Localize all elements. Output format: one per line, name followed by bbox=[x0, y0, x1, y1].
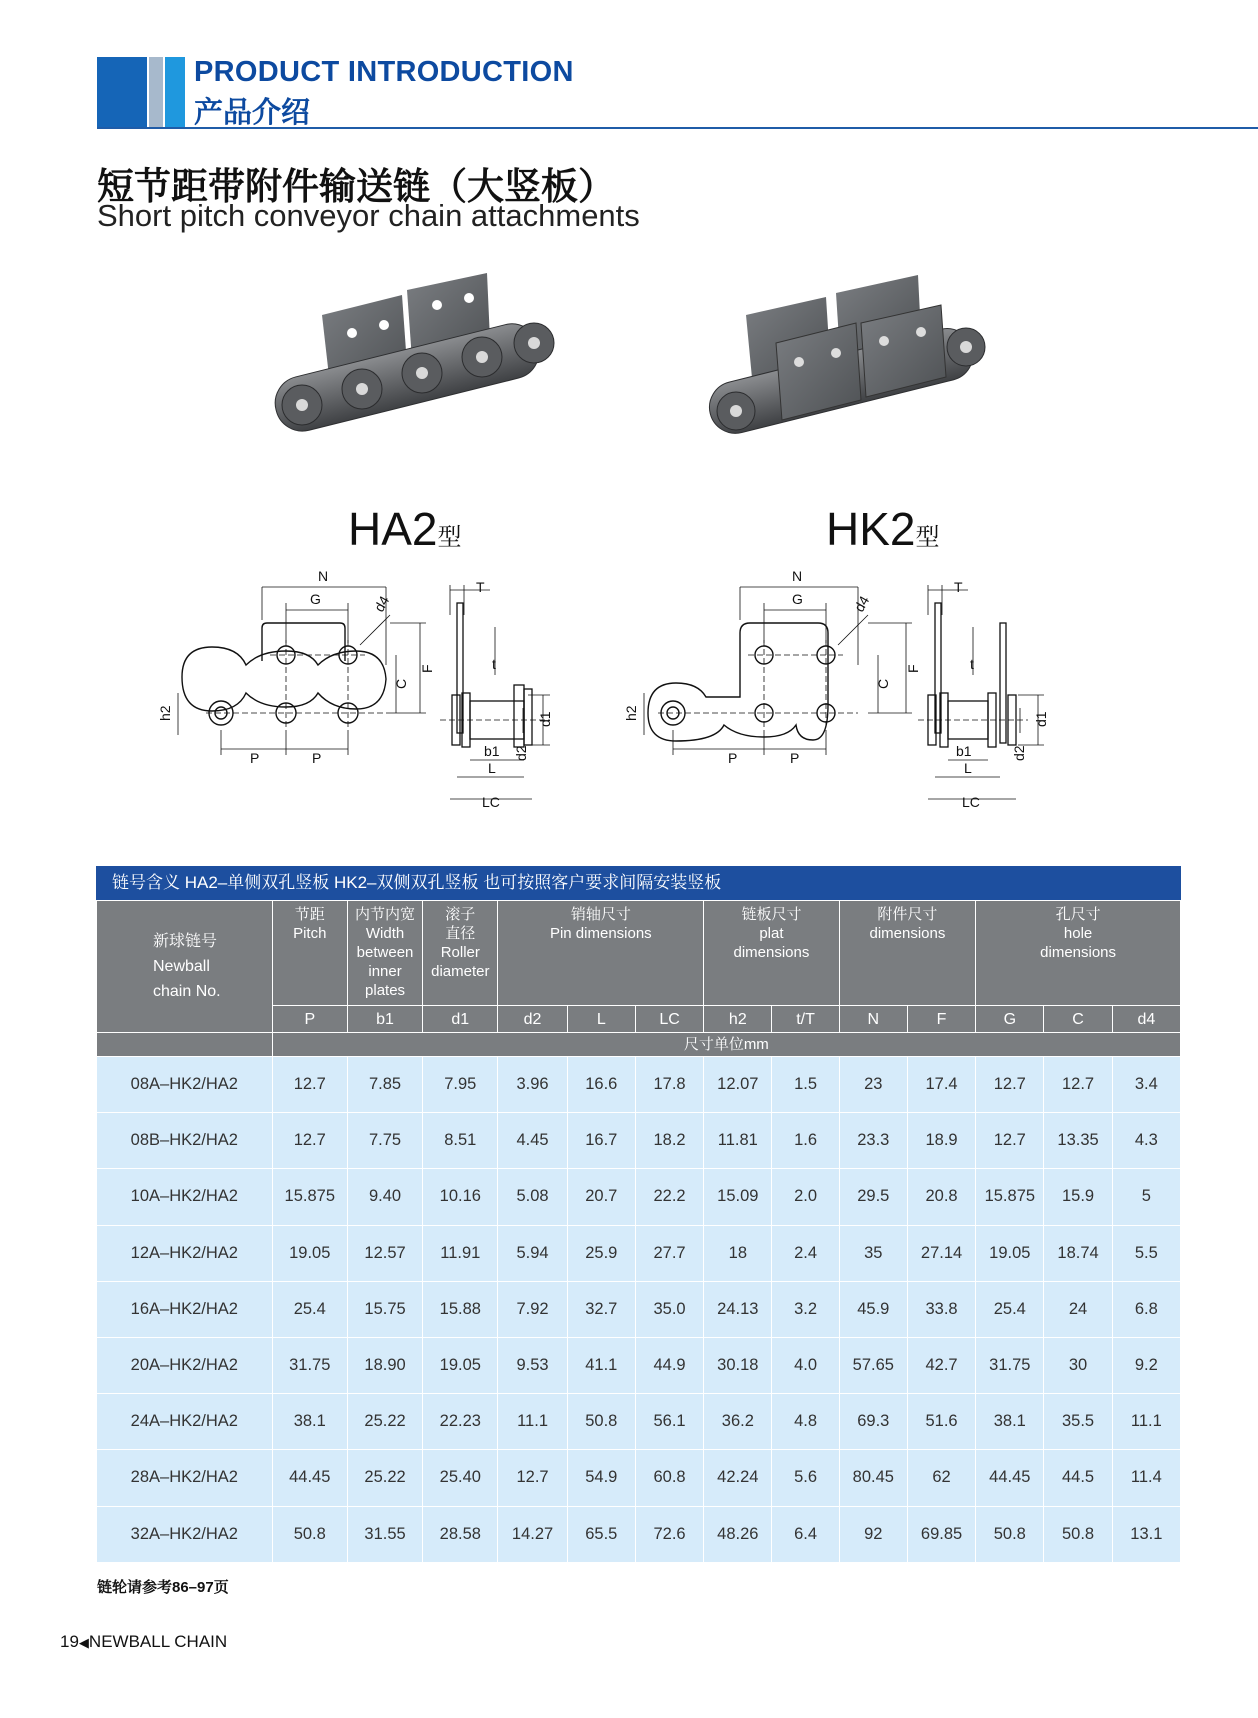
symbol-header: C bbox=[1044, 1006, 1112, 1033]
value-cell: 18 bbox=[704, 1225, 772, 1281]
ha2-chain-photo bbox=[262, 265, 572, 445]
table-row bbox=[97, 1169, 1181, 1225]
page-title-cn: 短节距带附件输送链（大竖板） bbox=[97, 166, 615, 207]
symbol-header: LC bbox=[635, 1006, 703, 1033]
value-cell: 9.2 bbox=[1112, 1337, 1180, 1393]
value-cell: 12.7 bbox=[976, 1057, 1044, 1113]
label-P-1: P bbox=[250, 750, 260, 766]
header-roller-en-2: diameter bbox=[431, 963, 490, 980]
chain-no-cell: 20A–HK2/HA2 bbox=[97, 1337, 273, 1393]
symbol-header: d4 bbox=[1112, 1006, 1180, 1033]
value-cell: 62 bbox=[907, 1450, 975, 1506]
label-T: T bbox=[476, 579, 485, 595]
symbol-header: L bbox=[567, 1006, 635, 1033]
value-cell: 30 bbox=[1044, 1337, 1112, 1393]
value-cell: 41.1 bbox=[567, 1337, 635, 1393]
table-row bbox=[97, 1337, 1181, 1393]
value-cell: 22.2 bbox=[635, 1169, 703, 1225]
label-N: N bbox=[318, 568, 329, 584]
value-cell: 12.7 bbox=[272, 1057, 347, 1113]
header-plate-en-1: plat bbox=[759, 925, 784, 942]
label-P-hk2-1: P bbox=[728, 750, 738, 766]
specification-table bbox=[96, 900, 1181, 1563]
symbol-header: d1 bbox=[423, 1006, 498, 1033]
value-cell: 69.85 bbox=[907, 1506, 975, 1562]
label-P-2: P bbox=[312, 750, 322, 766]
value-cell: 31.75 bbox=[976, 1337, 1044, 1393]
table-row bbox=[97, 1394, 1181, 1450]
value-cell: 6.4 bbox=[772, 1506, 839, 1562]
header-hole-en-1: hole bbox=[1063, 925, 1093, 942]
value-cell: 44.45 bbox=[976, 1450, 1044, 1506]
value-cell: 15.875 bbox=[976, 1169, 1044, 1225]
value-cell: 1.5 bbox=[772, 1057, 839, 1113]
value-cell: 45.9 bbox=[839, 1281, 907, 1337]
header-roller-cn-1: 滚子 bbox=[445, 906, 476, 923]
type-name-ha2: HA2 bbox=[348, 503, 438, 555]
value-cell: 4.0 bbox=[772, 1337, 839, 1393]
value-cell: 9.53 bbox=[498, 1337, 567, 1393]
label-h2: h2 bbox=[157, 705, 173, 721]
header-chain-line-1: 新球链号 bbox=[153, 933, 218, 950]
header-attachment-en: dimensions bbox=[869, 925, 946, 942]
value-cell: 22.23 bbox=[423, 1394, 498, 1450]
table-row bbox=[97, 1057, 1181, 1113]
sprocket-reference-note: 链轮请参考86–97页 bbox=[97, 1579, 229, 1596]
value-cell: 48.26 bbox=[704, 1506, 772, 1562]
value-cell: 7.75 bbox=[347, 1113, 422, 1169]
header-accent-bar-light bbox=[165, 57, 185, 129]
value-cell: 6.8 bbox=[1112, 1281, 1180, 1337]
label-F: F bbox=[419, 664, 435, 673]
value-cell: 9.40 bbox=[347, 1169, 422, 1225]
label-LC: LC bbox=[482, 794, 500, 810]
value-cell: 18.74 bbox=[1044, 1225, 1112, 1281]
label-d2-hk2: d2 bbox=[1011, 745, 1027, 761]
value-cell: 38.1 bbox=[976, 1394, 1044, 1450]
chain-no-cell: 10A–HK2/HA2 bbox=[97, 1169, 273, 1225]
chain-no-cell: 16A–HK2/HA2 bbox=[97, 1281, 273, 1337]
value-cell: 7.85 bbox=[347, 1057, 422, 1113]
header-width-en-4: plates bbox=[365, 982, 406, 999]
label-d1-hk2: d1 bbox=[1033, 711, 1049, 727]
label-L: L bbox=[488, 760, 496, 776]
value-cell: 19.05 bbox=[423, 1337, 498, 1393]
value-cell: 12.07 bbox=[704, 1057, 772, 1113]
value-cell: 44.5 bbox=[1044, 1450, 1112, 1506]
header-hole-en-2: dimensions bbox=[1040, 944, 1117, 961]
header-hole-cn: 孔尺寸 bbox=[1055, 906, 1101, 923]
symbol-header: F bbox=[907, 1006, 975, 1033]
label-t-hk2: t bbox=[970, 656, 974, 672]
header-pin bbox=[498, 901, 704, 1006]
value-cell: 2.4 bbox=[772, 1225, 839, 1281]
value-cell: 11.81 bbox=[704, 1113, 772, 1169]
symbol-header: N bbox=[839, 1006, 907, 1033]
symbol-header: h2 bbox=[704, 1006, 772, 1033]
value-cell: 15.88 bbox=[423, 1281, 498, 1337]
header-hole bbox=[976, 901, 1181, 1006]
value-cell: 12.7 bbox=[272, 1113, 347, 1169]
value-cell: 20.8 bbox=[907, 1169, 975, 1225]
value-cell: 80.45 bbox=[839, 1450, 907, 1506]
value-cell: 27.14 bbox=[907, 1225, 975, 1281]
value-cell: 12.7 bbox=[976, 1113, 1044, 1169]
value-cell: 12.7 bbox=[1044, 1057, 1112, 1113]
label-N-hk2: N bbox=[792, 568, 803, 584]
value-cell: 38.1 bbox=[272, 1394, 347, 1450]
chain-code-note: 链号含义 HA2–单侧双孔竖板 HK2–双侧双孔竖板 也可按照客户要求间隔安装竖板 bbox=[96, 866, 1181, 900]
value-cell: 19.05 bbox=[272, 1225, 347, 1281]
value-cell: 24 bbox=[1044, 1281, 1112, 1337]
value-cell: 11.1 bbox=[1112, 1394, 1180, 1450]
value-cell: 27.7 bbox=[635, 1225, 703, 1281]
value-cell: 24.13 bbox=[704, 1281, 772, 1337]
value-cell: 29.5 bbox=[839, 1169, 907, 1225]
value-cell: 30.18 bbox=[704, 1337, 772, 1393]
hk2-chain-photo bbox=[696, 265, 1006, 445]
value-cell: 1.6 bbox=[772, 1113, 839, 1169]
value-cell: 50.8 bbox=[976, 1506, 1044, 1562]
symbol-header: t/T bbox=[772, 1006, 839, 1033]
value-cell: 15.875 bbox=[272, 1169, 347, 1225]
header-accent-bar-gray bbox=[149, 57, 163, 129]
header-width bbox=[347, 901, 422, 1006]
table-row bbox=[97, 1281, 1181, 1337]
value-cell: 7.92 bbox=[498, 1281, 567, 1337]
page-number: 19 bbox=[60, 1632, 79, 1651]
table-row bbox=[97, 1225, 1181, 1281]
value-cell: 16.6 bbox=[567, 1057, 635, 1113]
value-cell: 3.96 bbox=[498, 1057, 567, 1113]
value-cell: 65.5 bbox=[567, 1506, 635, 1562]
value-cell: 31.55 bbox=[347, 1506, 422, 1562]
value-cell: 18.2 bbox=[635, 1113, 703, 1169]
value-cell: 10.16 bbox=[423, 1169, 498, 1225]
header-roller bbox=[423, 901, 498, 1006]
label-b1-hk2: b1 bbox=[956, 743, 972, 759]
value-cell: 35.5 bbox=[1044, 1394, 1112, 1450]
symbol-header: P bbox=[272, 1006, 347, 1033]
value-cell: 16.7 bbox=[567, 1113, 635, 1169]
chain-no-cell: 08B–HK2/HA2 bbox=[97, 1113, 273, 1169]
page-footer bbox=[60, 1632, 227, 1652]
label-G-hk2: G bbox=[792, 591, 803, 607]
value-cell: 35.0 bbox=[635, 1281, 703, 1337]
value-cell: 5.5 bbox=[1112, 1225, 1180, 1281]
symbol-header: G bbox=[976, 1006, 1044, 1033]
label-LC-hk2: LC bbox=[962, 794, 980, 810]
value-cell: 17.4 bbox=[907, 1057, 975, 1113]
value-cell: 50.8 bbox=[272, 1506, 347, 1562]
value-cell: 25.4 bbox=[976, 1281, 1044, 1337]
value-cell: 11.91 bbox=[423, 1225, 498, 1281]
value-cell: 25.22 bbox=[347, 1394, 422, 1450]
value-cell: 54.9 bbox=[567, 1450, 635, 1506]
symbol-header: d2 bbox=[498, 1006, 567, 1033]
header-chain-no bbox=[97, 901, 273, 1033]
value-cell: 7.95 bbox=[423, 1057, 498, 1113]
unit-label: 尺寸单位mm bbox=[272, 1033, 1180, 1057]
chain-no-cell: 24A–HK2/HA2 bbox=[97, 1394, 273, 1450]
value-cell: 60.8 bbox=[635, 1450, 703, 1506]
value-cell: 17.8 bbox=[635, 1057, 703, 1113]
header-chain-line-2: Newball bbox=[153, 958, 210, 975]
value-cell: 13.1 bbox=[1112, 1506, 1180, 1562]
value-cell: 20.7 bbox=[567, 1169, 635, 1225]
chain-no-cell: 08A–HK2/HA2 bbox=[97, 1057, 273, 1113]
value-cell: 31.75 bbox=[272, 1337, 347, 1393]
header-chain-spacer bbox=[97, 1033, 273, 1057]
value-cell: 57.65 bbox=[839, 1337, 907, 1393]
type-suffix-ha2: 型 bbox=[437, 524, 462, 551]
value-cell: 15.75 bbox=[347, 1281, 422, 1337]
header-plate-cn: 链板尺寸 bbox=[741, 906, 802, 923]
value-cell: 11.4 bbox=[1112, 1450, 1180, 1506]
label-L-hk2: L bbox=[964, 760, 972, 776]
value-cell: 18.90 bbox=[347, 1337, 422, 1393]
value-cell: 25.40 bbox=[423, 1450, 498, 1506]
header-pitch bbox=[272, 901, 347, 1006]
chain-no-cell: 28A–HK2/HA2 bbox=[97, 1450, 273, 1506]
value-cell: 50.8 bbox=[1044, 1506, 1112, 1562]
value-cell: 3.4 bbox=[1112, 1057, 1180, 1113]
chain-no-cell: 12A–HK2/HA2 bbox=[97, 1225, 273, 1281]
type-label-ha2 bbox=[348, 502, 461, 556]
type-label-hk2 bbox=[826, 502, 939, 556]
header-pitch-cn: 节距 bbox=[294, 906, 325, 923]
header-attachment-cn: 附件尺寸 bbox=[877, 906, 938, 923]
header-width-en-3: inner bbox=[368, 963, 402, 980]
header-chain-line-3: chain No. bbox=[153, 983, 221, 1000]
value-cell: 14.27 bbox=[498, 1506, 567, 1562]
header-width-cn: 内节内宽 bbox=[355, 906, 416, 923]
table-row bbox=[97, 1450, 1181, 1506]
value-cell: 8.51 bbox=[423, 1113, 498, 1169]
table-row bbox=[97, 1113, 1181, 1169]
label-d4-hk2: d4 bbox=[850, 593, 873, 615]
value-cell: 5.08 bbox=[498, 1169, 567, 1225]
header-pin-cn: 销轴尺寸 bbox=[570, 906, 631, 923]
value-cell: 25.9 bbox=[567, 1225, 635, 1281]
value-cell: 19.05 bbox=[976, 1225, 1044, 1281]
value-cell: 4.3 bbox=[1112, 1113, 1180, 1169]
value-cell: 42.24 bbox=[704, 1450, 772, 1506]
value-cell: 44.45 bbox=[272, 1450, 347, 1506]
label-d4: d4 bbox=[370, 593, 393, 615]
value-cell: 51.6 bbox=[907, 1394, 975, 1450]
label-h2-hk2: h2 bbox=[623, 705, 639, 721]
specification-table-section bbox=[96, 866, 1181, 1563]
value-cell: 36.2 bbox=[704, 1394, 772, 1450]
value-cell: 42.7 bbox=[907, 1337, 975, 1393]
value-cell: 35 bbox=[839, 1225, 907, 1281]
value-cell: 23.3 bbox=[839, 1113, 907, 1169]
value-cell: 4.8 bbox=[772, 1394, 839, 1450]
label-G: G bbox=[310, 591, 321, 607]
value-cell: 23 bbox=[839, 1057, 907, 1113]
header-accent-bar bbox=[97, 57, 147, 129]
type-name-hk2: HK2 bbox=[826, 503, 916, 555]
header-pin-en: Pin dimensions bbox=[549, 925, 652, 942]
page-title-en: Short pitch conveyor chain attachments bbox=[97, 198, 640, 233]
label-b1: b1 bbox=[484, 743, 500, 759]
label-F-hk2: F bbox=[905, 664, 921, 673]
value-cell: 92 bbox=[839, 1506, 907, 1562]
value-cell: 18.9 bbox=[907, 1113, 975, 1169]
label-d1: d1 bbox=[537, 711, 553, 727]
value-cell: 11.1 bbox=[498, 1394, 567, 1450]
value-cell: 13.35 bbox=[1044, 1113, 1112, 1169]
value-cell: 50.8 bbox=[567, 1394, 635, 1450]
value-cell: 5.94 bbox=[498, 1225, 567, 1281]
label-C: C bbox=[393, 678, 409, 689]
value-cell: 25.22 bbox=[347, 1450, 422, 1506]
footer-brand: NEWBALL CHAIN bbox=[88, 1632, 228, 1651]
type-suffix-hk2: 型 bbox=[915, 524, 940, 551]
value-cell: 3.2 bbox=[772, 1281, 839, 1337]
symbol-header: b1 bbox=[347, 1006, 422, 1033]
value-cell: 32.7 bbox=[567, 1281, 635, 1337]
table-row bbox=[97, 1506, 1181, 1562]
header-pitch-en: Pitch bbox=[293, 925, 327, 942]
ha2-dimension-diagram bbox=[150, 565, 620, 825]
header-roller-en-1: Roller bbox=[440, 944, 480, 961]
label-P-hk2-2: P bbox=[790, 750, 800, 766]
header-attachment bbox=[839, 901, 976, 1006]
arrow-left-icon: ◀ bbox=[78, 1635, 89, 1650]
value-cell: 72.6 bbox=[635, 1506, 703, 1562]
value-cell: 5.6 bbox=[772, 1450, 839, 1506]
value-cell: 12.7 bbox=[498, 1450, 567, 1506]
value-cell: 28.58 bbox=[423, 1506, 498, 1562]
header-plate-en-2: dimensions bbox=[733, 944, 810, 961]
value-cell: 44.9 bbox=[635, 1337, 703, 1393]
section-title-en: PRODUCT INTRODUCTION bbox=[194, 56, 574, 88]
value-cell: 12.57 bbox=[347, 1225, 422, 1281]
section-title-cn: 产品介绍 bbox=[194, 97, 311, 129]
value-cell: 15.9 bbox=[1044, 1169, 1112, 1225]
chain-no-cell: 32A–HK2/HA2 bbox=[97, 1506, 273, 1562]
label-t: t bbox=[492, 656, 496, 672]
header-roller-cn-2: 直径 bbox=[445, 925, 476, 942]
header-width-en-2: between bbox=[356, 944, 414, 961]
header-width-en-1: Width bbox=[365, 925, 405, 942]
value-cell: 56.1 bbox=[635, 1394, 703, 1450]
label-T-hk2: T bbox=[954, 579, 963, 595]
value-cell: 15.09 bbox=[704, 1169, 772, 1225]
hk2-dimension-diagram bbox=[623, 565, 1098, 825]
value-cell: 33.8 bbox=[907, 1281, 975, 1337]
value-cell: 5 bbox=[1112, 1169, 1180, 1225]
label-C-hk2: C bbox=[875, 678, 891, 689]
value-cell: 4.45 bbox=[498, 1113, 567, 1169]
value-cell: 2.0 bbox=[772, 1169, 839, 1225]
value-cell: 69.3 bbox=[839, 1394, 907, 1450]
header-plate bbox=[704, 901, 839, 1006]
label-d2: d2 bbox=[513, 745, 529, 761]
value-cell: 25.4 bbox=[272, 1281, 347, 1337]
